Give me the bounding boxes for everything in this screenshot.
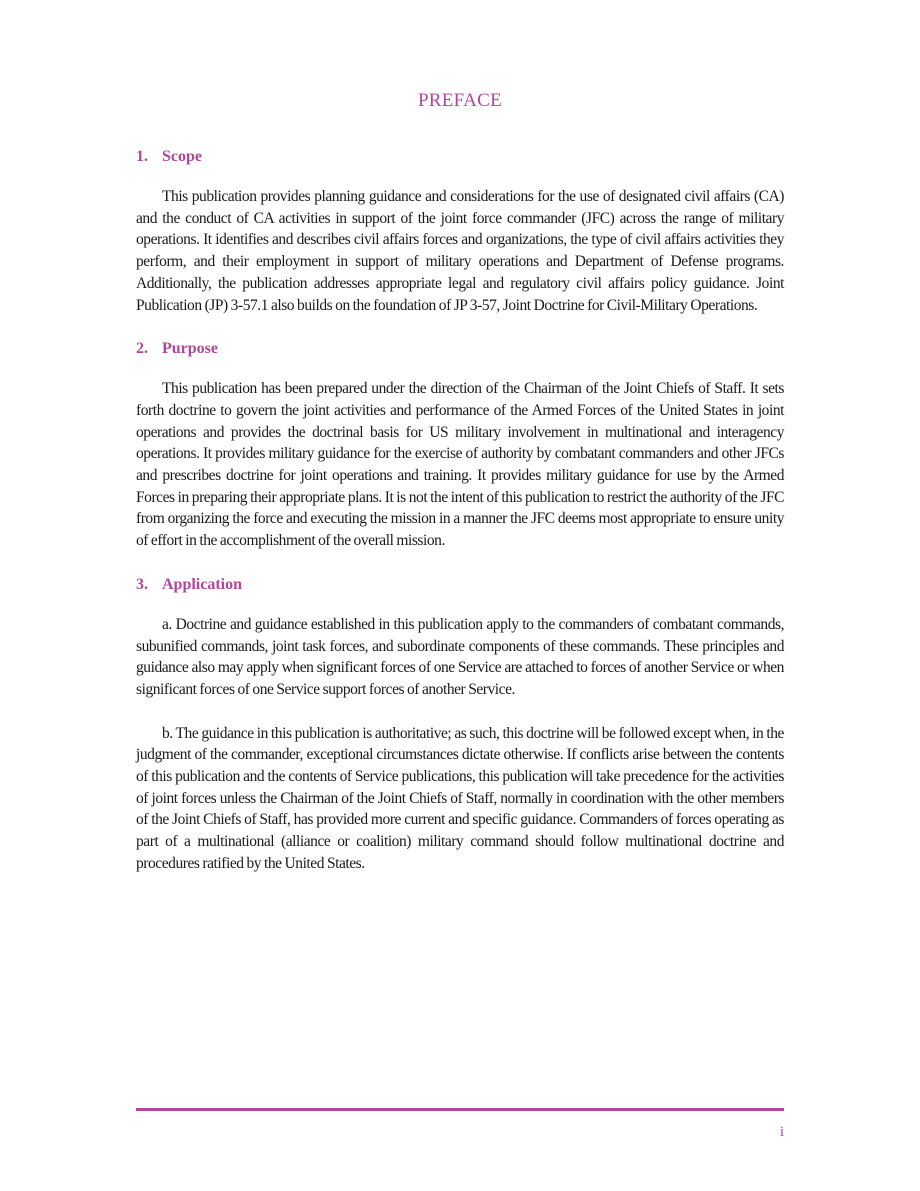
section-number: 2. xyxy=(136,340,148,358)
document-body xyxy=(136,146,784,889)
section-number: 3. xyxy=(136,575,148,593)
section-number: 1. xyxy=(136,148,148,165)
paragraph: This publication has been prepared under the direction of the Chairman of the Joint Chiefs of Staff. It sets forth doctrine to govern the joint activities and performance of the Armed Forces of the United States in joint operations and provides the doctrinal basis for US military involvement in multinational and interagency operations. It provides military guidance for the exercise of authority by combatant commanders and other JFCs and prescribes doctrine for joint operations and training. It provides military guidance for use by the Armed Forces in preparing their appropriate plans. It is not the intent of this publication to restrict the authority of the JFC from organizing the force and executing the mission in a manner the JFC deems most appropriate to ensure unity of effort in the accomplishment of the overall mission. xyxy=(136,380,784,550)
section-title: Application xyxy=(162,575,243,593)
page-title: PREFACE xyxy=(417,90,503,111)
paragraph: b. The guidance in this publication is authoritative; as such, this doctrine will be followed except when, in the judgment of the commander, exceptional circumstances dictate otherwise. If conflicts arise between the contents of this publication and the contents of Service publications, this publication will take precedence for the activities of joint forces unless the Chairman of the Joint Chiefs of Staff, normally in coordination with the other members of the Joint Chiefs of Staff, has provided more current and specific guidance. Commanders of forces operating as part of a multinational (alliance or coalition) military command should follow multinational doctrine and procedures ratified by the United States. xyxy=(136,724,784,872)
paragraph: This publication provides planning guidance and considerations for the use of designated civil affairs (CA) and the conduct of CA activities in support of the joint force commander (JFC) across the range of military operations. It identifies and describes civil affairs forces and organizations, the type of civil affairs activities they perform, and their employment in support of military operations and Department of Defense programs. Additionally, the publication addresses appropriate legal and regulatory civil affairs policy guidance. Joint Publication (JP) 3-57.1 also builds on the foundation of JP 3-57, Joint Doctrine for Civil-Military Operations. xyxy=(136,188,784,314)
section-title: Purpose xyxy=(162,340,218,358)
section-application xyxy=(136,574,784,875)
section-purpose xyxy=(136,338,784,552)
paragraph: a. Doctrine and guidance established in this publication apply to the commanders of combatant commands, subunified commands, joint task forces, and subordinate components of these commands. These principles and guidance also may apply when significant forces of one Service are attached to forces of another Service or when significant forces of one Service support forces of another Service. xyxy=(136,615,784,698)
page-number: i xyxy=(779,1124,784,1140)
section-scope xyxy=(136,146,784,316)
section-heading xyxy=(136,146,784,168)
footer-rule xyxy=(136,1108,784,1111)
section-title: Scope xyxy=(162,148,202,165)
section-heading xyxy=(136,574,784,596)
section-heading xyxy=(136,338,784,360)
